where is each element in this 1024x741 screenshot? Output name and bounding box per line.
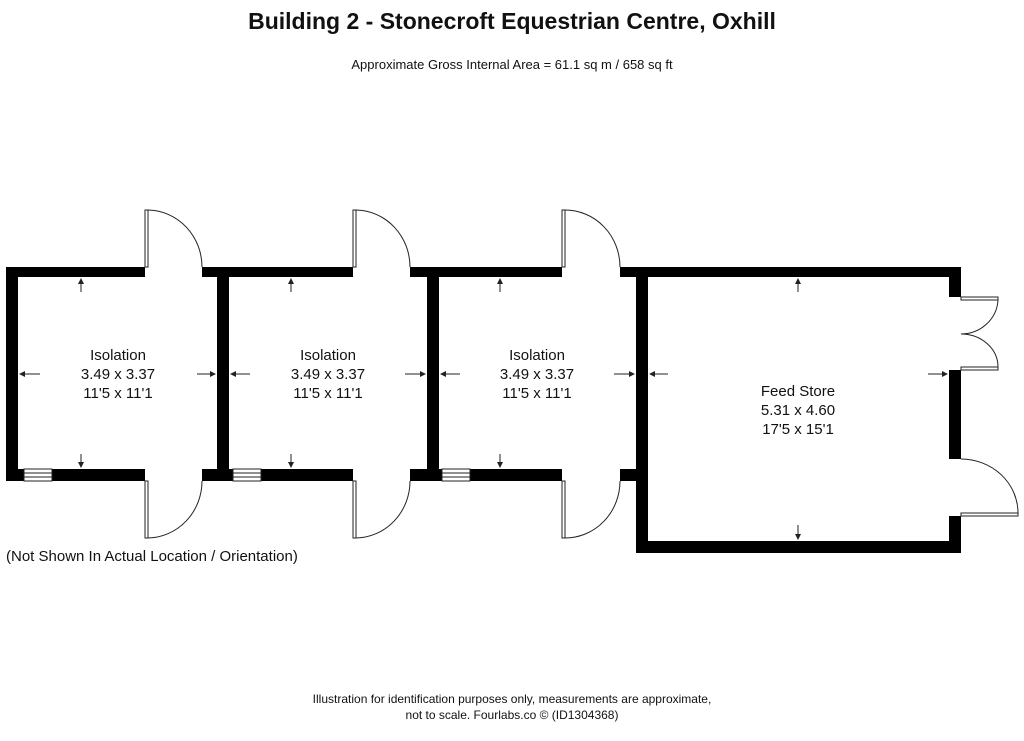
room-name: Isolation bbox=[90, 347, 146, 364]
disclaimer-footer bbox=[0, 691, 1024, 723]
room-name: Isolation bbox=[509, 347, 565, 364]
wall-right-mid bbox=[949, 370, 961, 459]
wall-partition-3 bbox=[636, 267, 648, 553]
door-bottom-3 bbox=[562, 481, 620, 538]
wall-top-1a bbox=[6, 267, 145, 277]
door-top-3 bbox=[562, 210, 620, 267]
room-imperial: 11'5 x 11'1 bbox=[83, 385, 153, 402]
room-name: Isolation bbox=[300, 347, 356, 364]
room-label-feed-store bbox=[708, 382, 888, 439]
wall-right-bottom bbox=[949, 516, 961, 553]
room-label-isolation-2 bbox=[238, 346, 418, 403]
room-metric: 5.31 x 4.60 bbox=[760, 402, 836, 419]
door-bottom-2 bbox=[353, 481, 410, 538]
wall-bottom-feed bbox=[636, 541, 961, 553]
door-feed-single bbox=[961, 459, 1018, 516]
room-metric: 3.49 x 3.37 bbox=[499, 366, 575, 383]
room-label-isolation-3 bbox=[447, 346, 627, 403]
room-label-isolation-1 bbox=[28, 346, 208, 403]
door-top-1 bbox=[145, 210, 202, 267]
door-bottom-1 bbox=[145, 481, 202, 538]
wall-partition-1 bbox=[217, 267, 229, 481]
window-3 bbox=[442, 469, 470, 481]
wall-bottom-2b bbox=[410, 469, 442, 481]
room-metric: 3.49 x 3.37 bbox=[80, 366, 156, 383]
window-1 bbox=[24, 469, 52, 481]
wall-right-top bbox=[949, 267, 961, 297]
disclaimer-line-1: Illustration for identification purposes only, measurements are approximate, bbox=[312, 692, 712, 706]
wall-stub bbox=[620, 469, 648, 481]
wall-left bbox=[6, 267, 18, 481]
door-top-2 bbox=[353, 210, 410, 267]
orientation-note: (Not Shown In Actual Location / Orientation) bbox=[6, 548, 298, 565]
disclaimer-line-2: not to scale. Fourlabs.co © (ID1304368) bbox=[405, 708, 619, 722]
room-metric: 3.49 x 3.37 bbox=[290, 366, 366, 383]
wall-top-feed bbox=[620, 267, 961, 277]
wall-bottom-1c bbox=[202, 469, 233, 481]
wall-bottom-2a bbox=[261, 469, 353, 481]
wall-bottom-3a bbox=[470, 469, 562, 481]
room-imperial: 17'5 x 15'1 bbox=[762, 421, 834, 438]
room-name: Feed Store bbox=[760, 383, 836, 400]
window-2 bbox=[233, 469, 261, 481]
wall-bottom-1a bbox=[6, 469, 24, 481]
plan-title: Building 2 - Stonecroft Equestrian Centre, Oxhill bbox=[248, 8, 776, 34]
wall-bottom-1b bbox=[52, 469, 145, 481]
room-imperial: 11'5 x 11'1 bbox=[502, 385, 572, 402]
door-feed-double bbox=[961, 297, 998, 370]
wall-partition-2 bbox=[427, 267, 439, 481]
room-imperial: 11'5 x 11'1 bbox=[293, 385, 363, 402]
area-subtitle: Approximate Gross Internal Area = 61.1 sq m / 658 sq ft bbox=[351, 57, 673, 72]
